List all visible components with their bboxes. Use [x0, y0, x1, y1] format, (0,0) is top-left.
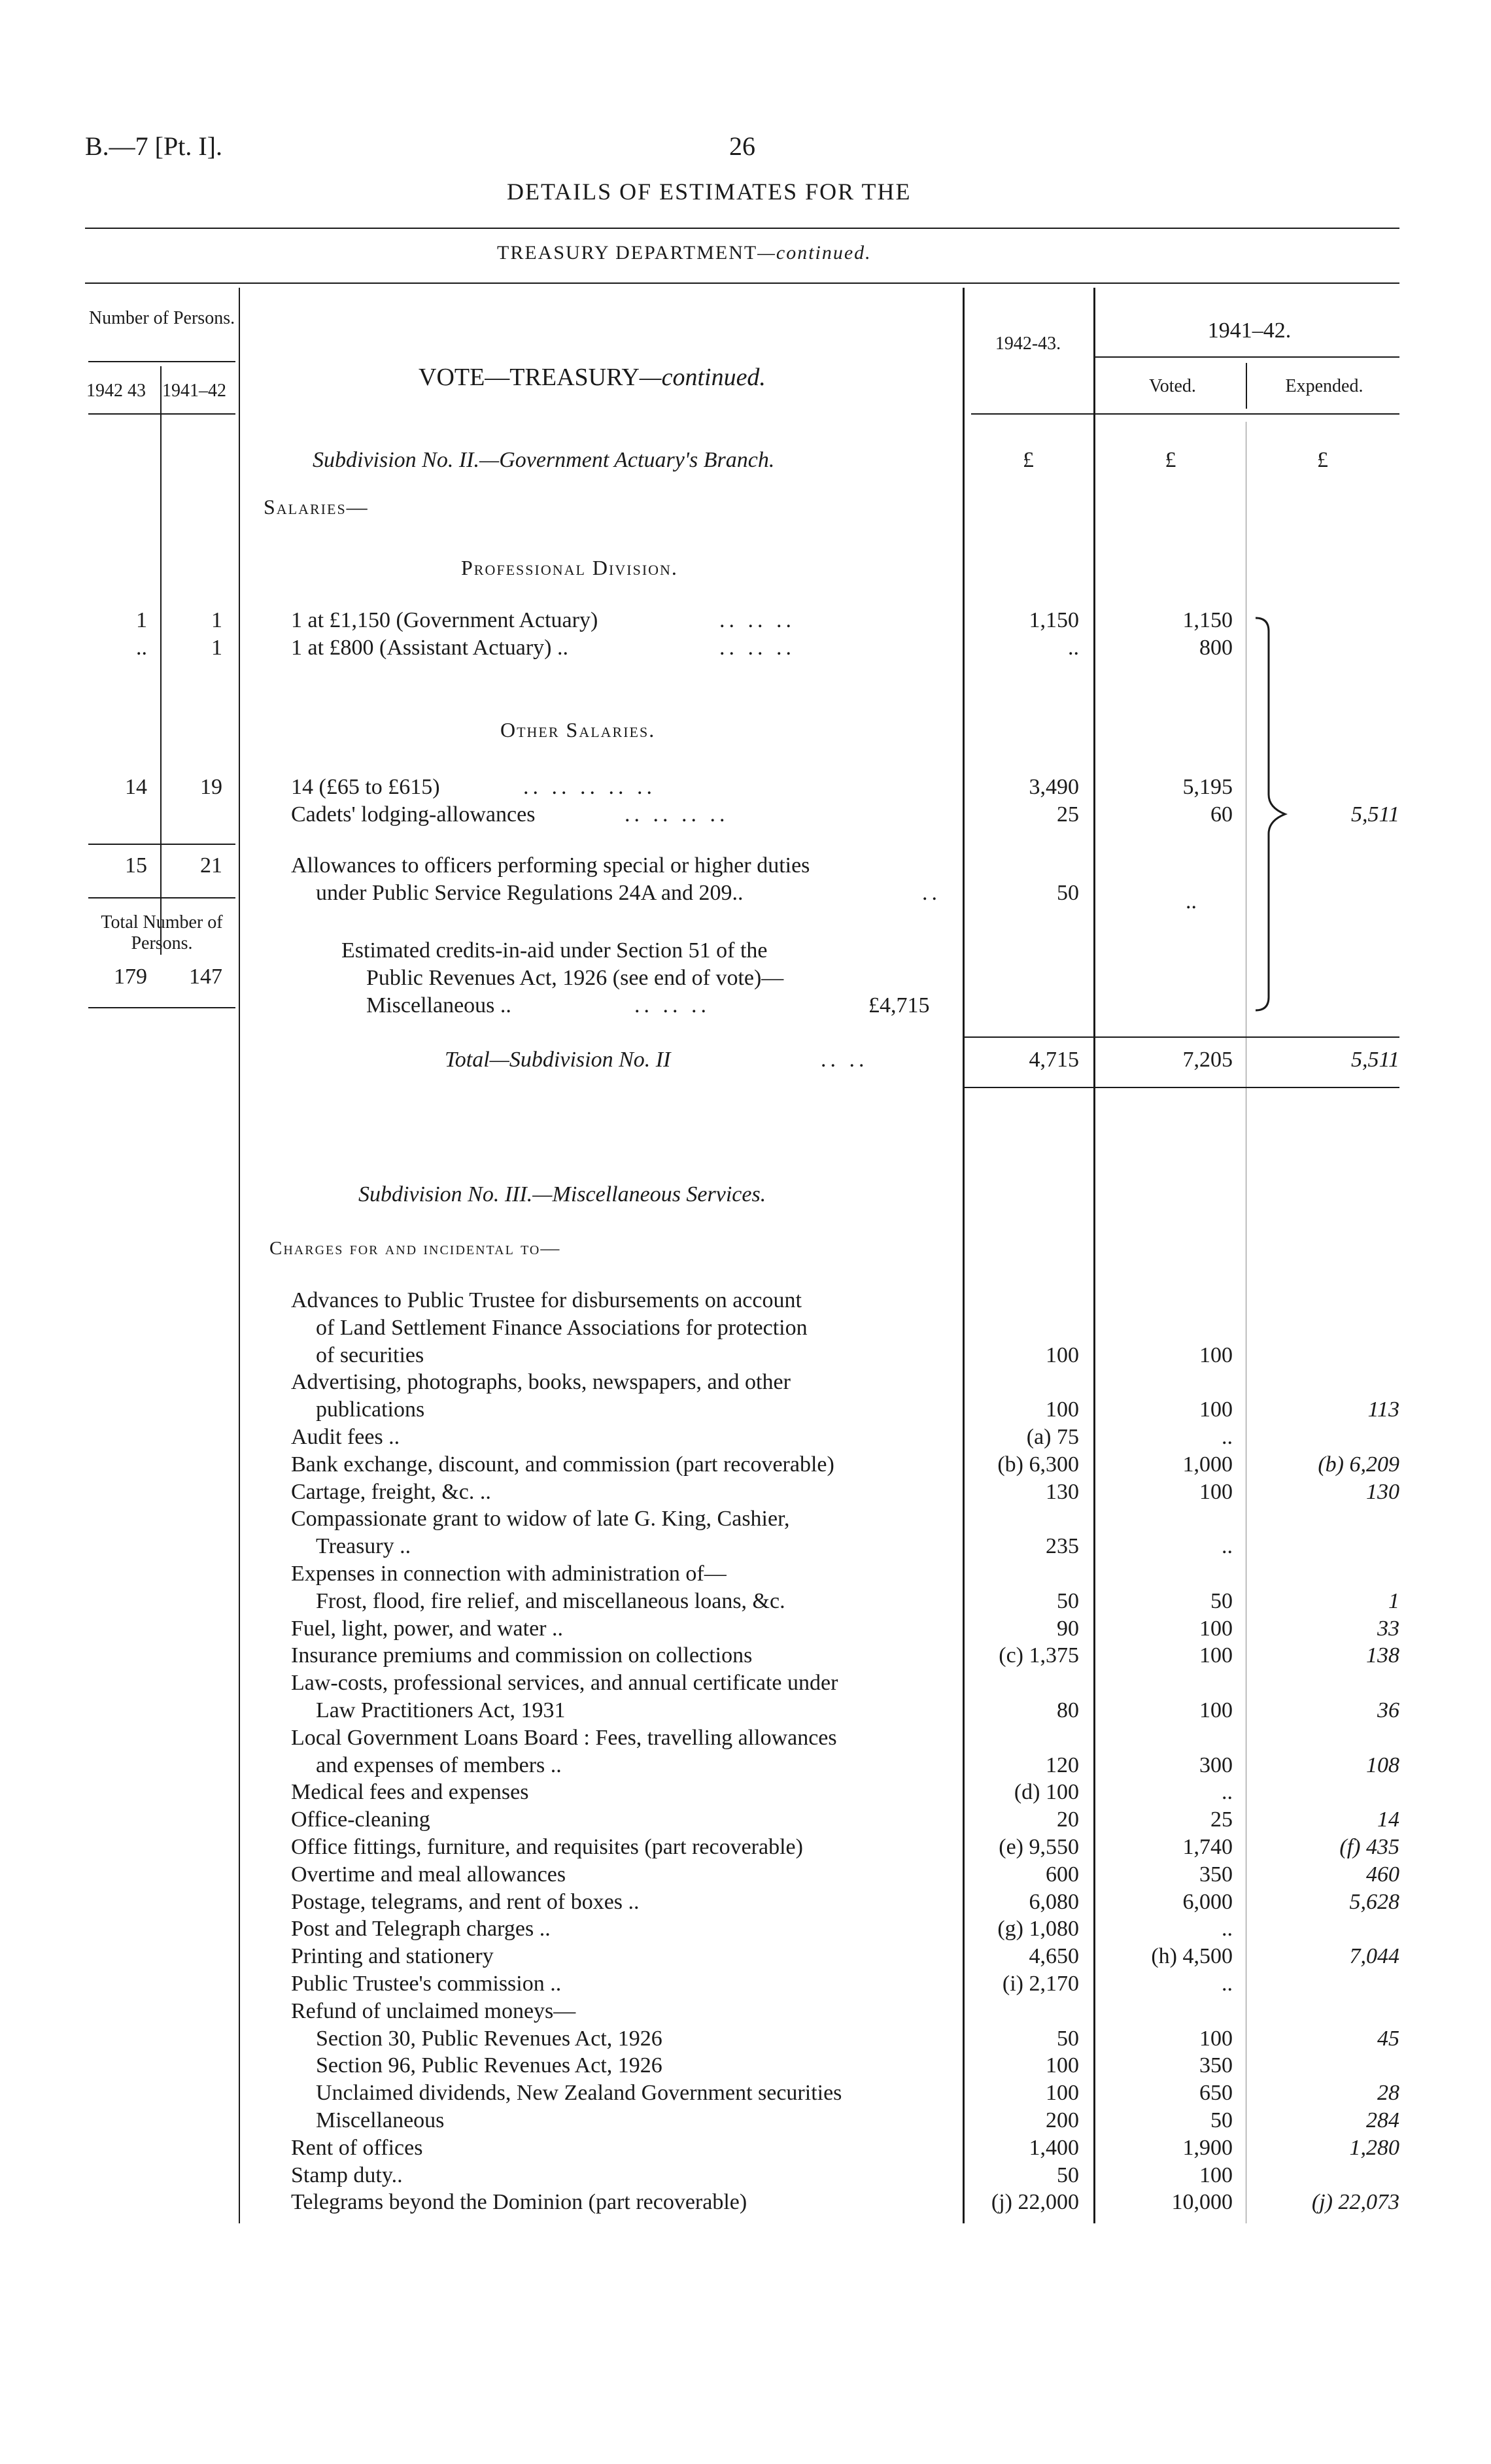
misc-amount-1942-43: 235 [1046, 1534, 1079, 1558]
persons-1942: 14 [125, 775, 147, 799]
misc-amount-expended: (b) 6,209 [1318, 1452, 1399, 1477]
misc-amount-voted: 10,000 [1171, 2190, 1233, 2214]
misc-amount-expended: 5,628 [1349, 1890, 1399, 1914]
misc-item-description: Printing and stationery [291, 1944, 494, 1968]
persons-header-bottom-rule [88, 413, 235, 415]
rule-voted-header [1246, 363, 1247, 409]
allowances-voted: .. [1186, 889, 1197, 914]
misc-amount-1942-43: 100 [1046, 1343, 1079, 1367]
header-rule [85, 228, 1399, 229]
misc-amount-expended: 108 [1366, 1753, 1399, 1777]
misc-item-description: Law-costs, professional services, and annual certificate under [291, 1671, 838, 1695]
misc-amount-expended: (f) 435 [1339, 1835, 1399, 1859]
amount-expended: 5,511 [1351, 802, 1399, 827]
misc-item-description: Audit fees .. [291, 1425, 400, 1449]
misc-amount-voted: 100 [1199, 1643, 1233, 1668]
persons-1941: 19 [200, 775, 222, 799]
persons-header: Number of Persons. [88, 308, 235, 328]
subdivision-2-total-voted: 7,205 [1182, 1048, 1233, 1072]
persons-1942: 1 [136, 608, 147, 632]
salary-description: 1 at £1,150 (Government Actuary) [291, 608, 598, 632]
misc-amount-1942-43: 50 [1057, 2027, 1079, 2051]
misc-amount-1942-43: 50 [1057, 2163, 1079, 2187]
amount-voted: 1,150 [1182, 608, 1233, 632]
other-salaries-heading: Other Salaries. [500, 718, 656, 742]
total-persons-1941: 147 [189, 965, 222, 989]
misc-amount-voted: 100 [1199, 1617, 1233, 1641]
credits-line-3: Miscellaneous .. [366, 993, 511, 1018]
misc-amount-1942-43: (d) 100 [1014, 1780, 1079, 1804]
misc-amount-voted: 300 [1199, 1753, 1233, 1777]
misc-amount-voted: 6,000 [1182, 1890, 1233, 1914]
currency-voted: £ [1165, 448, 1176, 472]
credits-line-1: Estimated credits-in-aid under Section 51 of the [341, 938, 768, 963]
misc-amount-expended: (j) 22,073 [1311, 2190, 1399, 2214]
misc-amount-expended: 7,044 [1349, 1944, 1399, 1968]
persons-1941: 1 [211, 636, 222, 660]
misc-amount-1942-43: 100 [1046, 1397, 1079, 1422]
misc-item-description: Compassionate grant to widow of late G. King, Cashier, [291, 1507, 790, 1531]
misc-amount-voted: 1,900 [1182, 2136, 1233, 2160]
misc-amount-expended: 1 [1388, 1589, 1399, 1613]
column-1941-42: 1941–42. [1207, 318, 1292, 343]
total-top-rule [964, 1036, 1399, 1038]
misc-item-description: Cartage, freight, &c. .. [291, 1480, 491, 1504]
misc-item-description: Bank exchange, discount, and commission (part recoverable) [291, 1452, 834, 1477]
amount-voted: 60 [1210, 802, 1233, 827]
persons-subtotal-1941: 21 [200, 853, 222, 878]
leader-dots: .. .. .. [719, 636, 795, 660]
misc-item-description: Law Practitioners Act, 1931 [316, 1698, 566, 1722]
misc-amount-1942-43: 20 [1057, 1807, 1079, 1832]
page-number: 26 [729, 131, 755, 161]
misc-amount-expended: 1,280 [1349, 2136, 1399, 2160]
leader-dots: .. .. .. .. [625, 802, 729, 827]
rule-persons-middle [160, 366, 162, 955]
misc-amount-expended: 14 [1377, 1807, 1399, 1832]
leader-dots: .. .. [821, 1048, 868, 1072]
rule-amount-right [1093, 288, 1095, 2223]
misc-amount-1942-43: 80 [1057, 1698, 1079, 1722]
misc-item-description: of Land Settlement Finance Associations for protection [316, 1316, 808, 1340]
misc-amount-1942-43: 1,400 [1029, 2136, 1079, 2160]
misc-item-description: Postage, telegrams, and rent of boxes .. [291, 1890, 640, 1914]
allowances-line-1: Allowances to officers performing special or higher duties [291, 853, 810, 878]
misc-amount-1942-43: (g) 1,080 [997, 1917, 1079, 1941]
misc-amount-1942-43: 200 [1046, 2108, 1079, 2132]
misc-amount-expended: 130 [1366, 1480, 1399, 1504]
misc-item-description: Section 96, Public Revenues Act, 1926 [316, 2053, 662, 2078]
misc-amount-1942-43: (j) 22,000 [991, 2190, 1079, 2214]
persons-subtotal-1942: 15 [125, 853, 147, 878]
misc-amount-voted: .. [1222, 1917, 1233, 1941]
leader-dots: .. .. .. .. .. [523, 775, 656, 799]
misc-item-description: Advances to Public Trustee for disbursements on account [291, 1288, 802, 1312]
misc-item-description: Public Trustee's commission .. [291, 1972, 562, 1996]
misc-amount-voted: (h) 4,500 [1151, 1944, 1233, 1968]
year-header-rule [1095, 356, 1399, 358]
misc-amount-1942-43: (c) 1,375 [999, 1643, 1079, 1668]
misc-amount-voted: 650 [1199, 2081, 1233, 2105]
leader-dots: .. .. .. [634, 993, 710, 1018]
misc-amount-voted: 50 [1210, 1589, 1233, 1613]
persons-header-rule [88, 361, 235, 362]
misc-amount-voted: 100 [1199, 2163, 1233, 2187]
amount-voted: 800 [1199, 636, 1233, 660]
department-suffix: —continued. [757, 242, 872, 264]
misc-amount-expended: 460 [1366, 1862, 1399, 1887]
misc-item-description: Frost, flood, fire relief, and miscellaneous loans, &c. [316, 1589, 785, 1613]
misc-item-description: Telegrams beyond the Dominion (part recoverable) [291, 2190, 747, 2214]
misc-item-description: Section 30, Public Revenues Act, 1926 [316, 2027, 662, 2051]
misc-amount-expended: 113 [1367, 1397, 1399, 1422]
subdivision-2-heading: Subdivision No. II.—Government Actuary's Branch. [313, 448, 775, 472]
misc-amount-voted: 100 [1199, 1480, 1233, 1504]
column-1942-43: 1942-43. [995, 334, 1061, 354]
misc-amount-1942-43: 600 [1046, 1862, 1079, 1887]
persons-1941: 1 [211, 608, 222, 632]
misc-amount-1942-43: 100 [1046, 2053, 1079, 2078]
misc-item-description: Rent of offices [291, 2136, 423, 2160]
misc-amount-voted: 100 [1199, 1343, 1233, 1367]
misc-amount-1942-43: 130 [1046, 1480, 1079, 1504]
page-title: DETAILS OF ESTIMATES FOR THE [507, 179, 912, 205]
misc-item-description: Expenses in connection with administration of— [291, 1562, 727, 1586]
misc-amount-1942-43: 4,650 [1029, 1944, 1079, 1968]
misc-item-description: Stamp duty.. [291, 2163, 403, 2187]
misc-amount-voted: 100 [1199, 1397, 1233, 1422]
amount-1942-43: .. [1068, 636, 1079, 660]
misc-item-description: Refund of unclaimed moneys— [291, 1999, 576, 2023]
rule-description-right [963, 288, 965, 2223]
total-persons-1942: 179 [114, 965, 147, 989]
vote-title [419, 363, 766, 392]
persons-1942: .. [136, 636, 147, 660]
misc-amount-expended: 36 [1377, 1698, 1399, 1722]
misc-amount-voted: 25 [1210, 1807, 1233, 1832]
misc-item-description: Unclaimed dividends, New Zealand Government securities [316, 2081, 842, 2105]
misc-item-description: and expenses of members .. [316, 1753, 562, 1777]
expended-brace [1252, 605, 1298, 1023]
column-voted: Voted. [1149, 376, 1196, 396]
misc-item-description: publications [316, 1397, 425, 1422]
misc-amount-voted: .. [1222, 1425, 1233, 1449]
misc-amount-1942-43: 50 [1057, 1589, 1079, 1613]
misc-amount-expended: 45 [1377, 2027, 1399, 2051]
total-bottom-rule [964, 1087, 1399, 1088]
misc-amount-1942-43: (e) 9,550 [999, 1835, 1079, 1859]
misc-item-description: Advertising, photographs, books, newspapers, and other [291, 1370, 791, 1394]
persons-bottom-rule [88, 1007, 235, 1008]
persons-total-rule [88, 897, 235, 898]
leader-dots: .. [922, 881, 941, 905]
misc-amount-expended: 284 [1366, 2108, 1399, 2132]
misc-amount-voted: 350 [1199, 2053, 1233, 2078]
subdivision-2-total-expended: 5,511 [1351, 1048, 1399, 1072]
salary-description: 1 at £800 (Assistant Actuary) .. [291, 636, 568, 660]
misc-item-description: Office-cleaning [291, 1807, 430, 1832]
misc-amount-1942-43: 120 [1046, 1753, 1079, 1777]
currency-expended: £ [1317, 448, 1328, 472]
amount-1942-43: 3,490 [1029, 775, 1079, 799]
misc-item-description: Post and Telegraph charges .. [291, 1917, 551, 1941]
misc-amount-expended: 33 [1377, 1617, 1399, 1641]
misc-amount-expended: 28 [1377, 2081, 1399, 2105]
professional-division-heading: Professional Division. [461, 556, 678, 579]
subdivision-2-total-amount: 4,715 [1029, 1048, 1079, 1072]
misc-item-description: Treasury .. [316, 1534, 411, 1558]
misc-item-description: Overtime and meal allowances [291, 1862, 566, 1887]
rule-persons-right [239, 288, 240, 2223]
table-top-rule [85, 282, 1399, 284]
misc-item-description: of securities [316, 1343, 424, 1367]
allowances-line-2: under Public Service Regulations 24A and 209.. [316, 881, 744, 905]
salary-description: 14 (£65 to £615) [291, 775, 440, 799]
persons-subtotal-rule [88, 844, 235, 845]
department-name: TREASURY DEPARTMENT [497, 242, 758, 264]
misc-amount-1942-43: 6,080 [1029, 1890, 1079, 1914]
misc-amount-voted: 100 [1199, 2027, 1233, 2051]
subdivision-3-heading: Subdivision No. III.—Miscellaneous Services. [358, 1182, 766, 1206]
header-bottom-rule [971, 413, 1399, 415]
amount-1942-43: 1,150 [1029, 608, 1079, 632]
vote-suffix: —continued. [639, 364, 766, 391]
total-persons-label: Total Number of Persons. [101, 912, 223, 953]
misc-item-description: Office fittings, furniture, and requisites (part recoverable) [291, 1835, 803, 1859]
salaries-heading: Salaries— [264, 495, 369, 519]
persons-year-1941-42: 1941–42 [162, 381, 226, 401]
misc-item-description: Local Government Loans Board : Fees, travelling allowances [291, 1726, 837, 1750]
misc-amount-1942-43: (b) 6,300 [997, 1452, 1079, 1477]
leader-dots: .. .. .. [719, 608, 795, 632]
amount-1942-43: 25 [1057, 802, 1079, 827]
department-title [497, 242, 872, 264]
salary-description: Cadets' lodging-allowances [291, 802, 536, 827]
misc-amount-expended: 138 [1366, 1643, 1399, 1668]
misc-amount-1942-43: (a) 75 [1026, 1425, 1079, 1449]
misc-amount-voted: 1,000 [1182, 1452, 1233, 1477]
subdivision-2-total-label: Total—Subdivision No. II [445, 1048, 671, 1072]
misc-item-description: Miscellaneous [316, 2108, 445, 2132]
misc-amount-voted: 350 [1199, 1862, 1233, 1887]
misc-amount-1942-43: 90 [1057, 1617, 1079, 1641]
misc-item-description: Insurance premiums and commission on collections [291, 1643, 753, 1668]
misc-amount-voted: .. [1222, 1972, 1233, 1996]
misc-amount-voted: .. [1222, 1534, 1233, 1558]
misc-amount-1942-43: 100 [1046, 2081, 1079, 2105]
misc-amount-1942-43: (i) 2,170 [1002, 1972, 1079, 1996]
vote-name: VOTE—TREASURY [419, 364, 640, 391]
currency-amount: £ [1023, 448, 1034, 472]
page-reference: B.—7 [Pt. I]. [85, 131, 222, 161]
misc-amount-voted: .. [1222, 1780, 1233, 1804]
column-expended: Expended. [1285, 376, 1363, 396]
amount-voted: 5,195 [1182, 775, 1233, 799]
misc-amount-voted: 100 [1199, 1698, 1233, 1722]
misc-amount-voted: 1,740 [1182, 1835, 1233, 1859]
charges-heading: Charges for and incidental to— [269, 1238, 561, 1259]
persons-year-1942-43: 1942 43 [86, 381, 146, 401]
allowances-amount: 50 [1057, 881, 1079, 905]
misc-amount-voted: 50 [1210, 2108, 1233, 2132]
misc-item-description: Fuel, light, power, and water .. [291, 1617, 563, 1641]
credits-amount: £4,715 [868, 993, 930, 1018]
misc-item-description: Medical fees and expenses [291, 1780, 529, 1804]
credits-line-2: Public Revenues Act, 1926 (see end of vote)— [366, 966, 784, 990]
